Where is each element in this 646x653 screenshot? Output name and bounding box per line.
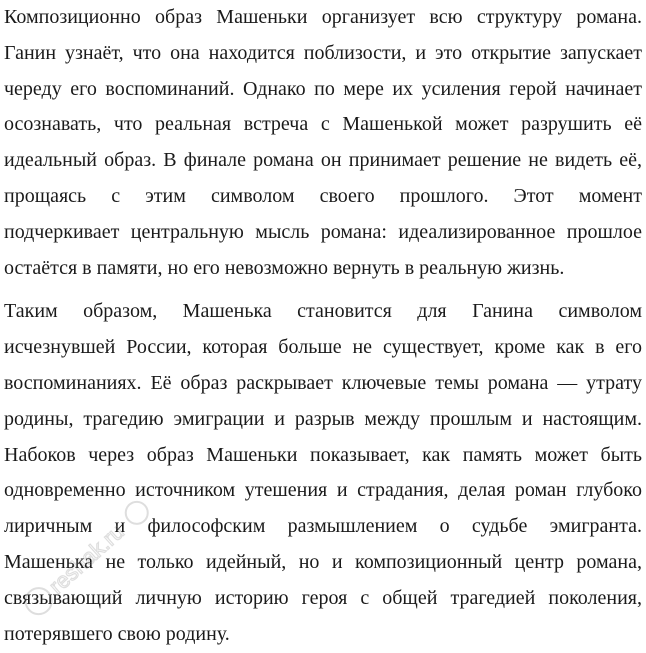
text-line: череду его воспоминаний. Однако по мере их усиления герой начинает xyxy=(4,77,642,100)
text-line: подчеркивает центральную мысль романа: идеализированное прошлое xyxy=(4,220,642,243)
text-line: прощаясь с этим символом своего прошлого. Этот момент xyxy=(4,184,642,207)
text-line: Набоков через образ Машеньки показывает, как память может быть xyxy=(4,443,642,466)
watermark-text: reshak.ru xyxy=(43,518,129,599)
text-line: остаётся в памяти, но его невозможно вернуть в реальную жизнь. xyxy=(4,256,565,279)
text-line: Ганин узнаёт, что она находится поблизости, и это открытие запускает xyxy=(4,41,642,64)
text-line: идеальный образ. В финале романа он принимает решение не видеть её, xyxy=(4,149,642,172)
document-page xyxy=(4,0,642,652)
paragraph-gap xyxy=(4,286,642,294)
text-line: лиричным и философским размышлением о судьбе эмигранта. xyxy=(4,515,642,538)
text-line: осознавать, что реальная встреча с Машенькой может разрушить её xyxy=(4,113,642,136)
text-line: Таким образом, Машенька становится для Ганина символом xyxy=(4,300,642,323)
text-line: родины, трагедию эмиграции и разрыв между прошлым и настоящим. xyxy=(4,407,642,430)
paragraph-1 xyxy=(4,0,642,286)
text-line: Композиционно образ Машеньки организует всю структуру романа. xyxy=(4,6,642,28)
text-line: Машенька не только идейный, но и композиционный центр романа, xyxy=(4,550,642,573)
paragraph-2 xyxy=(4,294,642,652)
text-line: потерявшего свою родину. xyxy=(4,622,230,645)
text-line: исчезнувшей России, которая больше не существует, кроме как в его xyxy=(4,336,642,359)
text-line: одновременно источником утешения и страдания, делая роман глубоко xyxy=(4,479,642,502)
text-line: связывающий личную историю героя с общей трагедией поколения, xyxy=(4,586,642,609)
text-line: воспоминаниях. Её образ раскрывает ключевые темы романа — утрату xyxy=(4,371,642,394)
